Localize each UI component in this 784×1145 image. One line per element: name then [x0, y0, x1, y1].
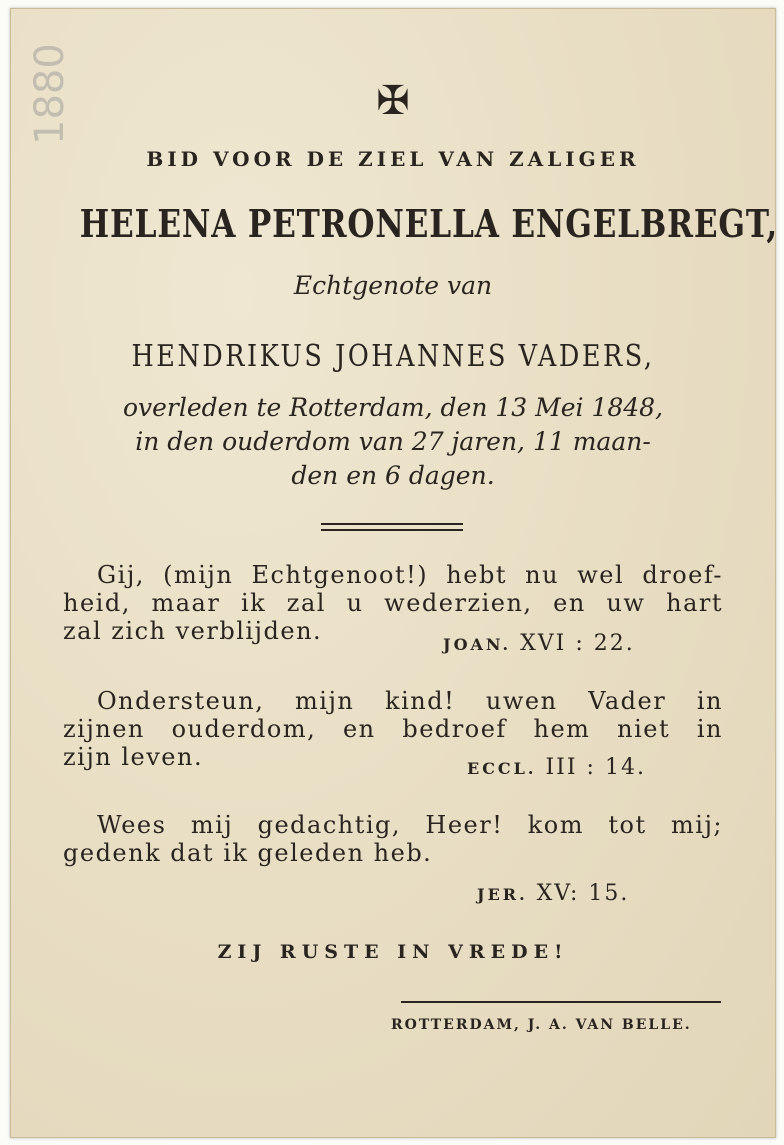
ref-chapter: XV: 15. [536, 881, 630, 906]
ref-book: JER. [477, 885, 528, 904]
age-line-1: in den ouderdom van 27 jaren, 11 maan- [135, 427, 651, 456]
verse-reference [443, 631, 635, 656]
death-line: overleden te Rotterdam, den 13 Mei 1848, [122, 393, 664, 422]
deceased-name: HELENA PETRONELLA ENGELBREGT, [79, 201, 779, 246]
divider-rule [321, 523, 463, 525]
ref-book: ECCL. [467, 759, 537, 778]
ref-book: JOAN. [443, 635, 512, 654]
memorial-card [10, 8, 779, 1138]
closing-prayer: ZIJ RUSTE IN VREDE! [217, 941, 569, 963]
spouse-label: Echtgenote van [293, 271, 493, 300]
verse-3 [63, 811, 723, 867]
printer-imprint: ROTTERDAM, J. A. VAN BELLE. [391, 1017, 692, 1033]
ref-chapter: III : 14. [545, 755, 646, 780]
verse-line: Wees mij gedachtig, Heer! kom tot mij; [97, 811, 723, 839]
printer-rule [401, 1001, 721, 1003]
verse-line: zal zich verblijden. [63, 617, 323, 645]
verse-line: heid, maar ik zal u wederzien, en uw hart [63, 589, 723, 617]
verse-reference [467, 755, 646, 780]
verse-reference [477, 881, 629, 906]
verse-line: Gij, (mijn Echtgenoot!) hebt nu wel droef- [97, 561, 723, 589]
verse-line: Ondersteun, mijn kind! uwen Vader in [97, 687, 723, 715]
spouse-name: HENDRIKUS JOHANNES VADERS, [131, 339, 655, 374]
verse-line: zijnen ouderdom, en bedroef hem niet in [63, 715, 723, 743]
verse-line: zijn leven. [63, 743, 204, 771]
ref-chapter: XVI : 22. [520, 631, 635, 656]
age-line-2: den en 6 dagen. [291, 461, 495, 490]
verse-line: gedenk dat ik geleden heb. [63, 839, 433, 867]
card-heading: BID VOOR DE ZIEL VAN ZALIGER [146, 147, 640, 171]
pencil-annotation: 1880 [27, 43, 73, 145]
divider-rule [321, 529, 463, 531]
cross-icon: ✠ [376, 78, 410, 124]
